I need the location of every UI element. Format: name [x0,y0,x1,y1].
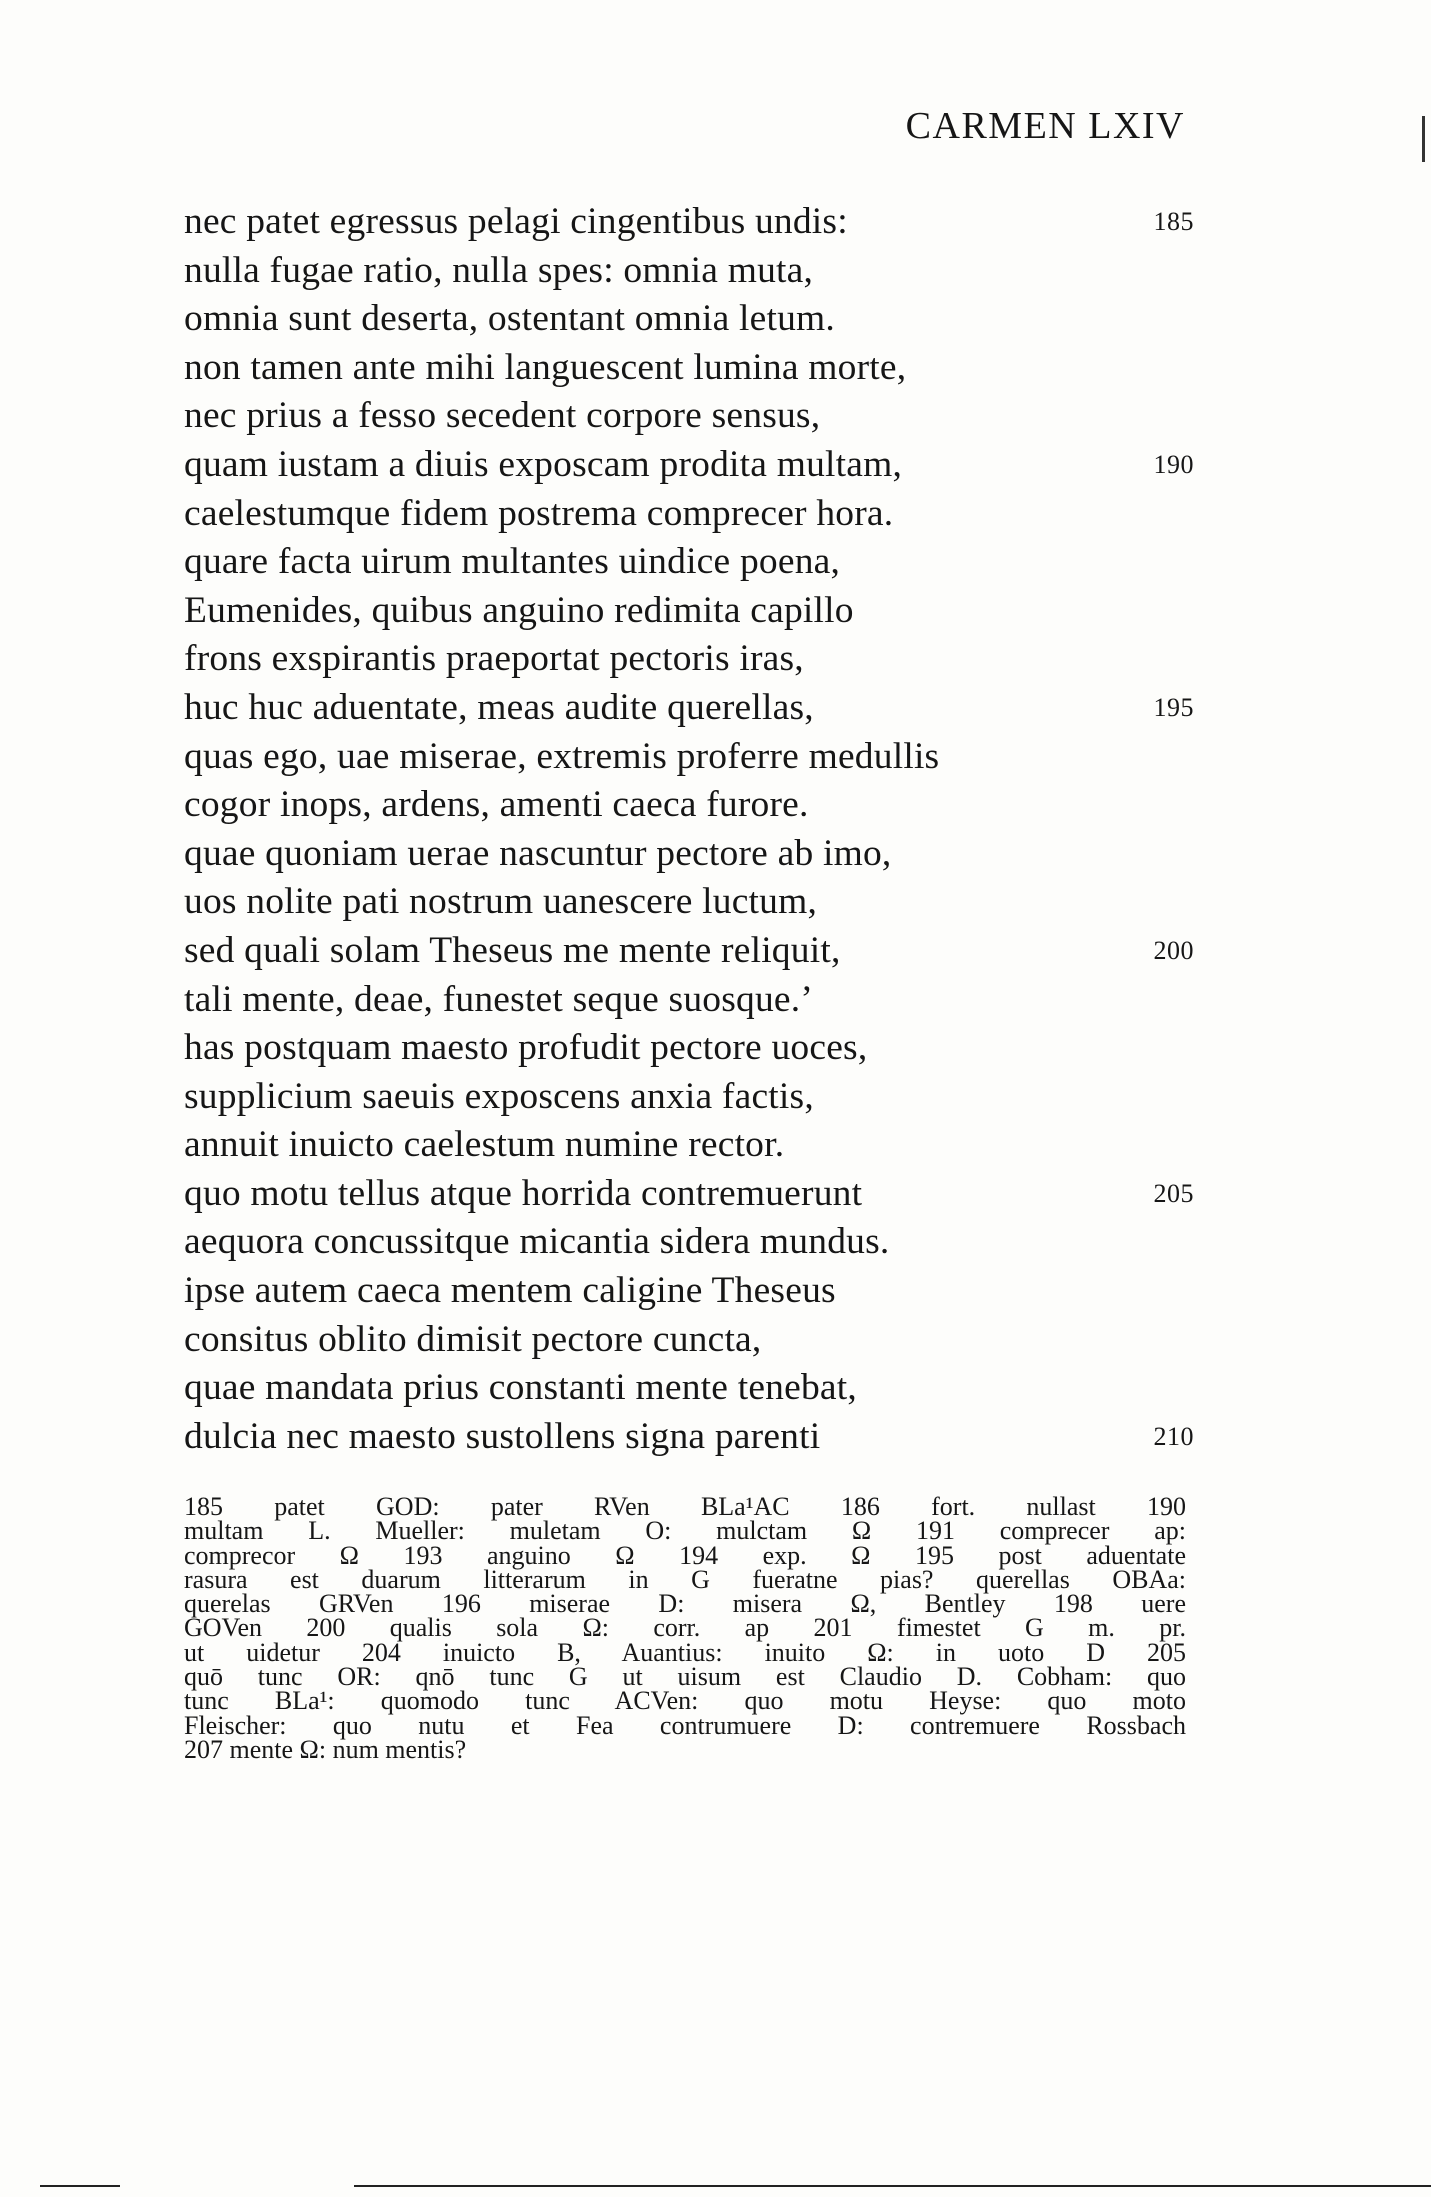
verse-line [184,441,1194,490]
verse-line [184,247,1194,296]
line-number: 200 [1153,935,1194,965]
verse-line [184,927,1194,976]
verse-line [184,781,1194,830]
verse-line [184,1121,1194,1170]
apparatus-line: Fleischer: quo nutu et Fea contrumuere D: contremuere Rossbach [184,1710,1186,1740]
apparatus-line: tunc BLa¹: quomodo tunc ACVen: quo motu Heyse: quo moto [184,1686,1186,1716]
apparatus-line: ut uidetur 204 inuicto B, Auantius: inuito Ω: in uoto D 205 [184,1637,1186,1667]
page-header: CARMEN LXIV [905,105,1185,147]
line-number: 205 [1153,1178,1194,1208]
verse-text: quae quoniam uerae nascuntur pectore ab imo, [184,832,892,874]
line-number: 185 [1153,207,1194,236]
verse-text: huc huc aduentate, meas audite querellas, [184,686,814,728]
verse-text: ipse autem caeca mentem caligine Theseus [184,1270,836,1312]
verse-line [184,1218,1194,1267]
verse-line [184,198,1194,247]
verse-text: omnia sunt deserta, ostentant omnia letum. [184,298,835,340]
verse-text: quae mandata prius constanti mente tenebat, [184,1367,857,1409]
verse-text: consitus oblito dimisit pectore cuncta, [184,1318,762,1360]
verse-text: quas ego, uae miserae, extremis proferre medullis [184,735,940,777]
verse-text: Eumenides, quibus anguino redimita capillo [184,589,854,631]
verse-line [184,1024,1194,1073]
verse-text: cogor inops, ardens, amenti caeca furore. [184,784,809,826]
verse-line [184,344,1194,393]
verse-text: annuit inuicto caelestum numine rector. [184,1124,785,1166]
apparatus-line: rasura est duarum litterarum in G fueratne pias? querellas OBAa: [184,1564,1186,1594]
verse-line [184,1316,1194,1365]
line-number: 190 [1153,449,1194,479]
verse-text: aequora concussitque micantia sidera mundus. [184,1221,890,1263]
scan-mark [1422,116,1425,162]
verse-text: tali mente, deae, funestet seque suosque.’ [184,978,814,1020]
verse-text: nulla fugae ratio, nulla spes: omnia muta, [184,249,814,291]
verse-text: has postquam maesto profudit pectore uoces, [184,1027,868,1069]
critical-apparatus [184,1492,1186,1764]
verse-block [184,198,1194,1461]
apparatus-line: GOVen 200 qualis sola Ω: corr. ap 201 fimestet G m. pr. [184,1613,1186,1643]
verse-line [184,392,1194,441]
apparatus-line: querelas GRVen 196 miserae D: misera Ω, Bentley 198 uere [184,1589,1186,1619]
verse-line [184,830,1194,879]
verse-text: non tamen ante mihi languescent lumina morte, [184,346,907,388]
apparatus-line: multam L. Mueller: muletam O: mulctam Ω 191 comprecer ap: [184,1516,1186,1546]
apparatus-line: 207 mente Ω: num mentis? [184,1734,467,1764]
verse-line [184,976,1194,1025]
apparatus-line: comprecor Ω 193 anguino Ω 194 exp. Ω 195 post aduentate [184,1540,1186,1570]
verse-line [184,878,1194,927]
apparatus-line: quō tunc OR: qnō tunc G ut uisum est Claudio D. Cobham: quo [184,1662,1186,1692]
verse-line [184,1267,1194,1316]
verse-line [184,635,1194,684]
verse-text: sed quali solam Theseus me mente reliquit, [184,929,841,971]
verse-text: caelestumque fidem postrema comprecer hora. [184,492,894,534]
verse-line [184,295,1194,344]
verse-line [184,538,1194,587]
verse-text: quare facta uirum multantes uindice poena, [184,541,841,583]
line-number: 195 [1153,692,1194,722]
verse-line [184,587,1194,636]
verse-text: frons exspirantis praeportat pectoris iras, [184,638,804,680]
verse-line [184,684,1194,733]
verse-text: uos nolite pati nostrum uanescere luctum, [184,881,818,923]
verse-text: nec prius a fesso secedent corpore sensus, [184,395,821,437]
verse-text: nec patet egressus pelagi cingentibus undis: [184,201,848,242]
verse-text: quo motu tellus atque horrida contremuerunt [184,1172,863,1214]
verse-line [184,1170,1194,1219]
bottom-rule [354,2185,1431,2187]
verse-line [184,733,1194,782]
verse-line [184,1364,1194,1413]
verse-text: supplicium saeuis exposcens anxia factis, [184,1075,814,1117]
verse-line [184,1073,1194,1122]
verse-line [184,490,1194,539]
line-number: 210 [1153,1421,1194,1451]
bottom-rule-left [40,2185,120,2187]
apparatus-line: 185 patet GOD: pater RVen BLa¹AC 186 fort. nullast 190 [184,1492,1186,1521]
verse-text: dulcia nec maesto sustollens signa parenti [184,1415,821,1457]
verse-text: quam iustam a diuis exposcam prodita multam, [184,443,903,485]
verse-line [184,1413,1194,1462]
